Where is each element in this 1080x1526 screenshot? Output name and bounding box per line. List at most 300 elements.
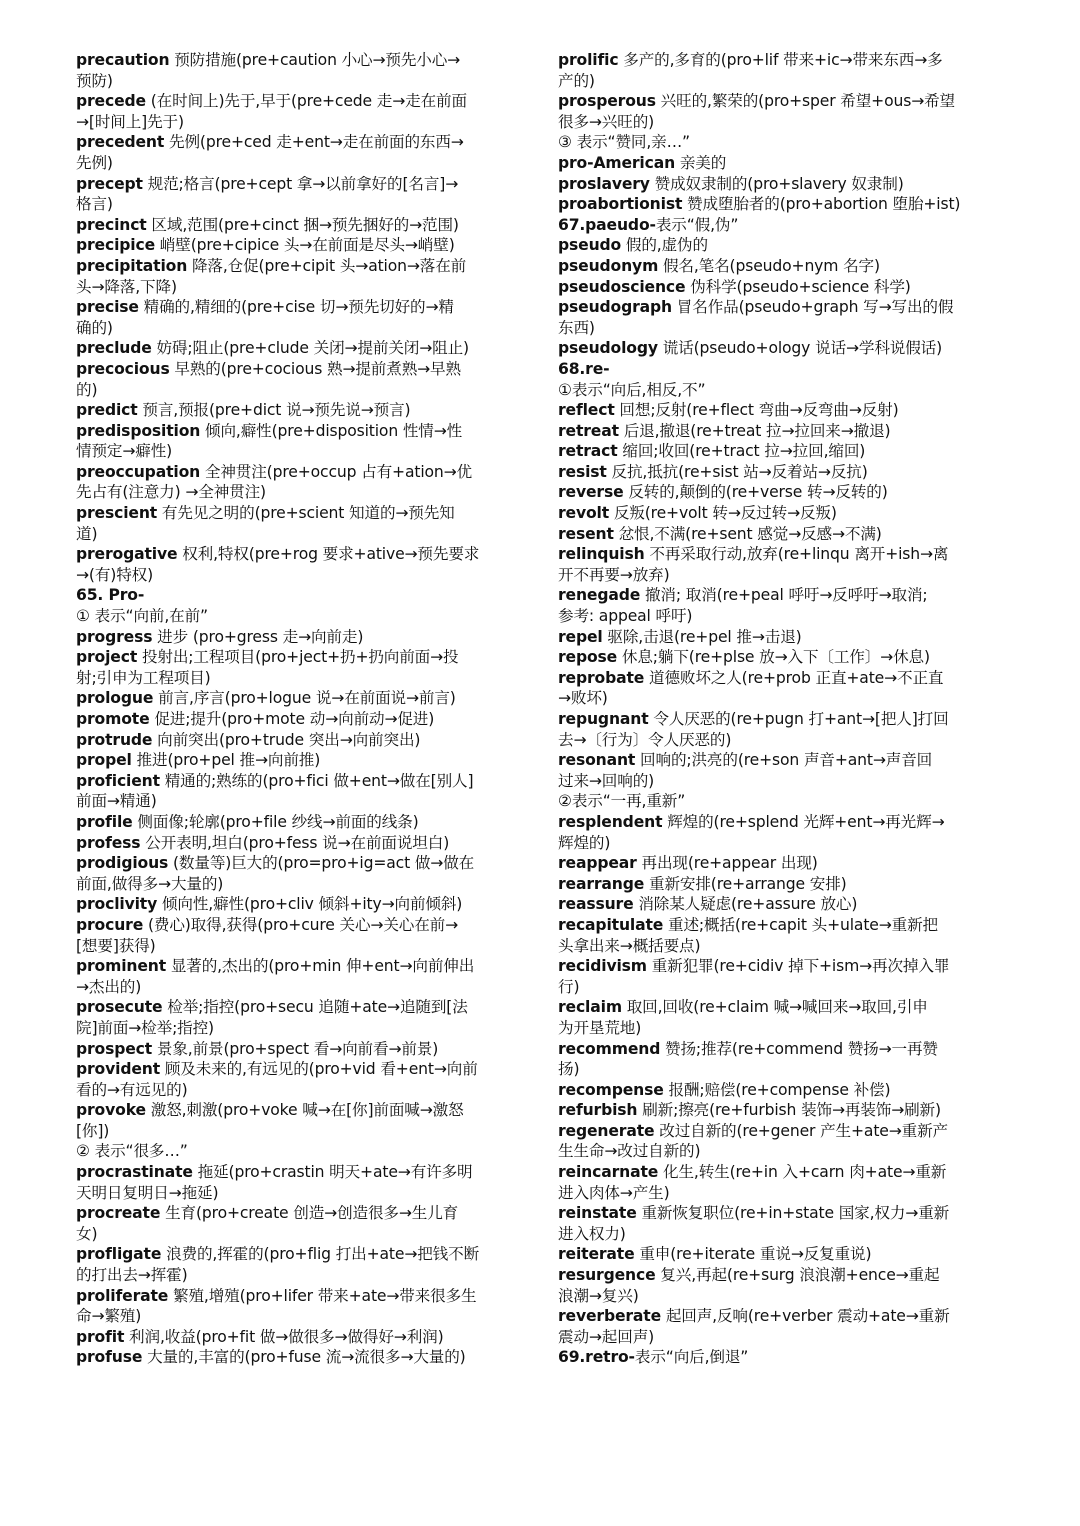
entry-line [558, 441, 1008, 462]
entry-line [558, 1286, 1008, 1307]
headword: pseudonym [558, 256, 659, 275]
headword: provoke [76, 1101, 146, 1120]
headword: progress [76, 627, 153, 646]
definition-text: 的打出去→挥霍) [76, 1266, 188, 1285]
headword: retreat [558, 421, 619, 440]
definition-text: 射;引申为工程项目) [76, 668, 211, 687]
definition-text: 妨碍;阻止(pre+clude 关闭→提前关闭→阻止) [151, 339, 469, 358]
headword: repugnant [558, 710, 649, 728]
entry-line [76, 1306, 526, 1327]
definition-text: 化生,转生(re+in 入+carn 肉+ate→重新 [658, 1163, 947, 1182]
entry-line [76, 771, 526, 792]
definition-text: 后退,撤退(re+treat 拉→拉回来→撤退) [618, 421, 891, 440]
definition-text: (数量等)巨大的(pro=pro+ig=act 做→做在 [168, 854, 475, 873]
definition-text: 促进;提升(pro+mote 动→向前动→促进) [149, 710, 435, 728]
definition-text: 回响的;洪亮的(re+son 声音+ant→声音回 [635, 751, 933, 770]
definition-text: 消除某人疑虑(re+assure 放心) [633, 895, 858, 914]
definition-text: 显著的,杰出的(pro+min 伸+ent→向前伸出 [166, 957, 475, 976]
headword: recommend [558, 1039, 661, 1058]
entry-line [76, 380, 526, 401]
definition-text: [想要]获得) [76, 936, 156, 955]
headword: proabortionist [558, 195, 683, 214]
headword: rearrange [558, 874, 645, 893]
headword: precipitation [76, 256, 188, 275]
headword: proficient [76, 771, 160, 790]
headword: proclivity [76, 895, 158, 914]
entry-line [558, 936, 1008, 957]
entry-line [558, 338, 1008, 359]
headword: reiterate [558, 1245, 635, 1264]
definition-text: 侧面像;轮廓(pro+file 纱线→前面的线条) [132, 812, 419, 831]
definition-text: 伪科学(pseudo+science 科学) [685, 277, 911, 296]
entry-line [558, 524, 1008, 545]
entry-line [558, 153, 1008, 174]
definition-text: 看的→有远见的) [76, 1080, 188, 1099]
headword: profess [76, 833, 141, 852]
entry-line [558, 606, 1008, 627]
headword: reprobate [558, 668, 645, 687]
definition-text: →(有)特权) [76, 565, 154, 584]
definition-text: 反叛(re+volt 转→反过转→反叛) [609, 504, 837, 523]
entry-line [76, 1162, 526, 1183]
entry-line [76, 462, 526, 483]
definition-text: 过来→回响的) [558, 771, 655, 790]
headword: retract [558, 442, 618, 461]
entry-line [76, 50, 526, 71]
definition-text: 扬) [558, 1060, 580, 1079]
entry-line [558, 956, 1008, 977]
entry-line [76, 915, 526, 936]
entry-line [76, 730, 526, 751]
entry-line [558, 50, 1008, 71]
entry-line [558, 565, 1008, 586]
definition-text: 辉煌的) [558, 833, 611, 852]
headword: proslavery [558, 174, 650, 193]
definition-text: 检举;指控(pro+secu 追随+ate→追随到[法 [162, 998, 468, 1017]
entry-line [558, 71, 1008, 92]
headword: reappear [558, 854, 637, 873]
definition-text: 表示“假,伪” [655, 215, 739, 234]
definition-text: 激怒,刺激(pro+voke 喊→在[你]前面喊→激怒 [145, 1101, 464, 1120]
entry-line [558, 874, 1008, 895]
headword: reflect [558, 401, 615, 420]
headword: precise [76, 298, 139, 317]
definition-text: 很多→兴旺的) [558, 112, 655, 131]
headword: reinstate [558, 1204, 637, 1223]
entry-line [558, 1059, 1008, 1080]
entry-line [558, 400, 1008, 421]
definition-text: 峭壁(pre+cipice 头→在前面是尽头→峭壁) [155, 236, 455, 255]
definition-text: 利润,收益(pro+fit 做→做很多→做得好→利润) [124, 1327, 444, 1346]
definition-text: ②表示“一再,重新” [558, 792, 686, 811]
definition-text: 重申(re+iterate 重说→反复重说) [634, 1245, 872, 1264]
entry-line [558, 771, 1008, 792]
entry-line [76, 668, 526, 689]
entry-line [558, 194, 1008, 215]
definition-text: 的) [76, 380, 98, 399]
entry-line [558, 585, 1008, 606]
definition-text: →[时间上]先于) [76, 112, 184, 131]
definition-text: 假的,虚伪的 [621, 236, 708, 255]
definition-text: 行) [558, 977, 580, 996]
entry-line [558, 1018, 1008, 1039]
entry-line [76, 874, 526, 895]
entry-line [76, 544, 526, 565]
definition-text: 起回声,反响(re+verber 震动+ate→重新 [661, 1307, 950, 1326]
entry-line [76, 1039, 526, 1060]
entry-line [76, 1203, 526, 1224]
definition-text: 为开垦荒地) [558, 1018, 642, 1037]
definition-text: 浪潮→复兴) [558, 1286, 639, 1305]
entry-line [558, 730, 1008, 751]
definition-text: 先占有(注意力) →全神贯注) [76, 483, 266, 502]
entry-line [76, 1224, 526, 1245]
entry-line [558, 833, 1008, 854]
entry-line [558, 380, 1008, 401]
entry-line [558, 482, 1008, 503]
headword: promote [76, 710, 150, 728]
entry-line [76, 91, 526, 112]
definition-text: 顾及未来的,有远见的(pro+vid 看+ent→向前 [160, 1060, 478, 1079]
definition-text: 重新安排(re+arrange 安排) [644, 874, 847, 893]
headword: 67.paeudo- [558, 215, 656, 234]
entry-line [558, 318, 1008, 339]
definition-text: (在时间上)先于,早于(pre+cede 走→走在前面 [145, 92, 467, 111]
entry-line [76, 524, 526, 545]
definition-text: 重新恢复职位(re+in+state 国家,权力→重新 [636, 1204, 950, 1223]
definition-text: 女) [76, 1224, 98, 1243]
entry-line [76, 112, 526, 133]
headword: pro-American [558, 153, 676, 172]
entry-line [76, 709, 526, 730]
headword: prosecute [76, 998, 163, 1017]
headword: resonant [558, 751, 636, 770]
definition-text: 缩回;收回(re+tract 拉→拉回,缩回) [617, 442, 866, 461]
definition-text: 震动→起回声) [558, 1327, 655, 1346]
entry-line [76, 750, 526, 771]
entry-line [558, 1183, 1008, 1204]
definition-text: 投射出;工程项目(pro+ject+扔+扔向前面→投 [137, 648, 459, 667]
entry-line [558, 91, 1008, 112]
definition-text: 浪费的,挥霍的(pro+flig 打出+ate→把钱不断 [161, 1245, 480, 1264]
entry-line [558, 894, 1008, 915]
definition-text: 报酬;赔偿(re+compense 补偿) [663, 1080, 891, 1099]
definition-text: 假名,笔名(pseudo+nym 名字) [658, 256, 880, 275]
definition-text: 取回,回收(re+claim 喊→喊回来→取回,引申 [621, 998, 928, 1017]
entry-line [76, 1080, 526, 1101]
definition-text: 公开表明,坦白(pro+fess 说→在前面说坦白) [140, 833, 450, 852]
definition-text: 预言,预报(pre+dict 说→预先说→预言) [137, 401, 411, 420]
definition-text: 繁殖,增殖(pro+lifer 带来+ate→带来很多生 [168, 1286, 477, 1305]
entry-line [558, 647, 1008, 668]
headword: reincarnate [558, 1163, 659, 1182]
headword: 69.retro- [558, 1348, 635, 1367]
headword: profligate [76, 1245, 162, 1264]
entry-line [76, 977, 526, 998]
definition-text: 向前突出(pro+trude 突出→向前突出) [152, 730, 421, 749]
entry-line [76, 647, 526, 668]
definition-text: 前面,做得多→大量的) [76, 874, 224, 893]
headword: 68.re- [558, 359, 610, 378]
headword: regenerate [558, 1121, 655, 1140]
definition-text: 谎话(pseudo+ology 说话→学科说假话) [657, 339, 943, 358]
entry-line [76, 1244, 526, 1265]
entry-line [76, 1183, 526, 1204]
entry-line [558, 668, 1008, 689]
headword: precede [76, 92, 146, 111]
headword: repose [558, 648, 618, 667]
headword: proliferate [76, 1286, 169, 1305]
definition-text: 辉煌的(re+splend 光辉+ent→再光辉→ [662, 812, 945, 831]
headword: prologue [76, 689, 154, 708]
definition-text: 多产的,多育的(pro+lif 带来+ic→带来东西→多 [618, 51, 943, 69]
headword: pseudograph [558, 298, 672, 317]
definition-text: 重新犯罪(re+cidiv 掉下+ism→再次掉入罪 [646, 957, 950, 976]
headword: resent [558, 524, 614, 543]
entry-line [76, 1100, 526, 1121]
entry-line [76, 359, 526, 380]
definition-text: 赞扬;推荐(re+commend 赞扬→一再赞 [660, 1039, 938, 1058]
entry-line [558, 915, 1008, 936]
definition-text: 头→降落,下降) [76, 277, 177, 296]
definition-text: 区域,范围(pre+cinct 捆→预先捆好的→范围) [146, 215, 459, 234]
definition-text: 亲美的 [675, 153, 727, 172]
entry-line [558, 1162, 1008, 1183]
entry-line [558, 1224, 1008, 1245]
headword: repel [558, 627, 603, 646]
entry-line [558, 1265, 1008, 1286]
definition-text: 预防) [76, 71, 113, 90]
left-column [76, 50, 526, 1368]
entry-line [76, 132, 526, 153]
headword: prolific [558, 51, 619, 69]
definition-text: 兴旺的,繁荣的(pro+sper 希望+ous→希望 [655, 92, 955, 111]
entry-line [558, 1347, 1008, 1368]
definition-text: 院]前面→检举;指控) [76, 1018, 214, 1037]
headword: prerogative [76, 545, 178, 564]
entry-line [558, 277, 1008, 298]
entry-line [76, 503, 526, 524]
definition-text: 改过自新的(re+gener 产生+ate→重新产 [654, 1121, 948, 1140]
entry-line [558, 359, 1008, 380]
headword: resist [558, 462, 607, 481]
entry-line [558, 132, 1008, 153]
definition-text: ①表示“向后,相反,不” [558, 380, 706, 399]
definition-text: 道) [76, 524, 98, 543]
right-column [558, 50, 1008, 1368]
headword: recompense [558, 1080, 664, 1099]
entry-line [558, 791, 1008, 812]
entry-line [558, 977, 1008, 998]
definition-text: 再出现(re+appear 出现) [636, 854, 818, 873]
headword: precipice [76, 236, 155, 255]
entry-line [76, 400, 526, 421]
definition-text: 休息;躺下(re+plse 放→入下〔工作〕→休息) [617, 648, 930, 667]
headword: reverse [558, 483, 624, 502]
headword: prosperous [558, 92, 656, 111]
entry-line [558, 1039, 1008, 1060]
definition-text: 参考: appeal 呼吁) [558, 607, 693, 626]
definition-text: 大量的,丰富的(pro+fuse 流→流很多→大量的) [142, 1348, 466, 1367]
entry-line [76, 565, 526, 586]
entry-line [76, 338, 526, 359]
definition-text: ② 表示“很多…” [76, 1142, 188, 1161]
entry-line [76, 585, 526, 606]
definition-text: 冒名作品(pseudo+graph 写→写出的假 [672, 298, 954, 317]
entry-line [76, 688, 526, 709]
definition-text: 驱除,击退(re+pel 推→击退) [602, 627, 802, 646]
headword: pseudoscience [558, 277, 686, 296]
definition-text: 先例) [76, 153, 113, 172]
headword: pseudology [558, 339, 658, 358]
definition-text: 进入肉体→产生) [558, 1183, 670, 1202]
entry-line [76, 441, 526, 462]
entry-line [558, 1244, 1008, 1265]
entry-line [558, 174, 1008, 195]
definition-text: 先例(pre+ced 走+ent→走在前面的东西→ [164, 133, 464, 152]
entry-line [76, 1347, 526, 1368]
definition-text: 命→繁殖) [76, 1307, 142, 1326]
entry-line [558, 1100, 1008, 1121]
definition-text: ③ 表示“赞同,亲…” [558, 133, 690, 152]
definition-text: 早熟的(pre+cocious 熟→提前煮熟→早熟 [169, 359, 461, 378]
definition-text: →败坏) [558, 689, 608, 708]
entry-line [558, 1203, 1008, 1224]
definition-text: 反抗,抵抗(re+sist 站→反着站→反抗) [606, 462, 868, 481]
entry-line [558, 750, 1008, 771]
headword: procure [76, 915, 144, 934]
entry-line [76, 194, 526, 215]
definition-text: 回想;反射(re+flect 弯曲→反弯曲→反射) [614, 401, 899, 420]
definition-text: 进步 (pro+gress 走→向前走) [152, 627, 364, 646]
entry-line [76, 256, 526, 277]
headword: precedent [76, 133, 165, 152]
headword: reverberate [558, 1307, 662, 1326]
entry-line [558, 709, 1008, 730]
definition-text: 前面→精通) [76, 792, 157, 811]
definition-text: 推进(pro+pel 推→向前推) [131, 751, 321, 770]
definition-text: 预防措施(pre+caution 小心→预先小心→ [169, 51, 461, 69]
definition-text: →杰出的) [76, 977, 142, 996]
entry-line [76, 235, 526, 256]
entry-line [76, 1286, 526, 1307]
definition-text: 降落,仓促(pre+cipit 头→ation→落在前 [187, 256, 467, 275]
entry-line [558, 112, 1008, 133]
definition-text: 道德败坏之人(re+prob 正直+ate→不正直 [644, 668, 944, 687]
entry-line [76, 1018, 526, 1039]
entry-line [76, 1121, 526, 1142]
entry-line [76, 997, 526, 1018]
entry-line [558, 812, 1008, 833]
entry-line [76, 1141, 526, 1162]
headword: reclaim [558, 998, 622, 1017]
definition-text: 头拿出来→概括要点) [558, 936, 701, 955]
headword: precaution [76, 51, 170, 69]
definition-text: 景象,前景(pro+spect 看→向前看→前景) [152, 1039, 439, 1058]
definition-text: 天明日复明日→拖延) [76, 1183, 219, 1202]
definition-text: 产的) [558, 71, 595, 90]
definition-text: ① 表示“向前,在前” [76, 607, 208, 626]
definition-text: 开不再要→放弃) [558, 565, 670, 584]
definition-text: [你]) [76, 1121, 110, 1140]
entry-line [76, 1265, 526, 1286]
entry-line [558, 1327, 1008, 1348]
headword: preoccupation [76, 462, 201, 481]
headword: procreate [76, 1204, 161, 1223]
entry-line [76, 894, 526, 915]
definition-text: 精确的,精细的(pre+cise 切→预先切好的→精 [138, 298, 454, 317]
definition-text: 情预定→癖性) [76, 442, 173, 461]
headword: profile [76, 812, 133, 831]
entry-line [76, 277, 526, 298]
definition-text: 赞成奴隶制的(pro+slavery 奴隶制) [649, 174, 904, 193]
definition-text: 重述;概括(re+capit 头+ulate→重新把 [663, 915, 938, 934]
entry-line [76, 853, 526, 874]
definition-text: 表示“向后,倒退” [634, 1348, 749, 1367]
headword: recidivism [558, 957, 647, 976]
definition-text: 拖延(pro+crastin 明天+ate→有许多明 [192, 1163, 473, 1182]
definition-text: 反转的,颠倒的(re+verse 转→反转的) [623, 483, 888, 502]
entry-line [558, 997, 1008, 1018]
entry-line [558, 462, 1008, 483]
definition-text: 生育(pro+create 创造→创造很多→生儿育 [160, 1204, 459, 1223]
headword: precinct [76, 215, 147, 234]
entry-line [76, 153, 526, 174]
definition-text: 撤消; 取消(re+peal 呼吁→反呼吁→取消; [640, 586, 928, 605]
definition-text: 前言,序言(pro+logue 说→在前面说→前言) [153, 689, 456, 708]
headword: revolt [558, 504, 610, 523]
entry-line [76, 936, 526, 957]
definition-text: 全神贯注(pre+occup 占有+ation→优 [200, 462, 473, 481]
entry-line [558, 853, 1008, 874]
headword: provident [76, 1060, 161, 1079]
headword: project [76, 648, 138, 667]
headword: precocious [76, 359, 170, 378]
definition-text: 进入权力) [558, 1224, 626, 1243]
headword: precept [76, 174, 143, 193]
definition-text: 精通的;熟练的(pro+fici 做+ent→做在[别人] [159, 771, 474, 790]
definition-text: 倾向,癖性(pre+disposition 性情→性 [200, 421, 463, 440]
entry-line [76, 1059, 526, 1080]
entry-line [558, 1121, 1008, 1142]
headword: renegade [558, 586, 641, 605]
headword: prominent [76, 957, 167, 976]
definition-text: 去→〔行为〕令人厌恶的) [558, 730, 732, 749]
headword: prospect [76, 1039, 153, 1058]
definition-text: 不再采取行动,放弃(re+linqu 离开+ish→离 [644, 545, 949, 564]
entry-line [76, 627, 526, 648]
definition-text: 权利,特权(pre+rog 要求+ative→预先要求 [177, 545, 480, 564]
entry-line [558, 215, 1008, 236]
headword: predisposition [76, 421, 201, 440]
entry-line [76, 833, 526, 854]
entry-line [76, 215, 526, 236]
headword: procrastinate [76, 1163, 193, 1182]
entry-line [558, 256, 1008, 277]
entry-line [76, 606, 526, 627]
entry-line [558, 297, 1008, 318]
entry-line [76, 1327, 526, 1348]
entry-line [558, 235, 1008, 256]
headword: profuse [76, 1348, 143, 1367]
entry-line [558, 1306, 1008, 1327]
entry-line [558, 688, 1008, 709]
definition-text: 令人厌恶的(re+pugn 打+ant→[把人]打回 [648, 710, 949, 728]
headword: preclude [76, 339, 152, 358]
definition-text: 东西) [558, 318, 595, 337]
entry-line [76, 421, 526, 442]
headword: 65. Pro- [76, 586, 145, 605]
